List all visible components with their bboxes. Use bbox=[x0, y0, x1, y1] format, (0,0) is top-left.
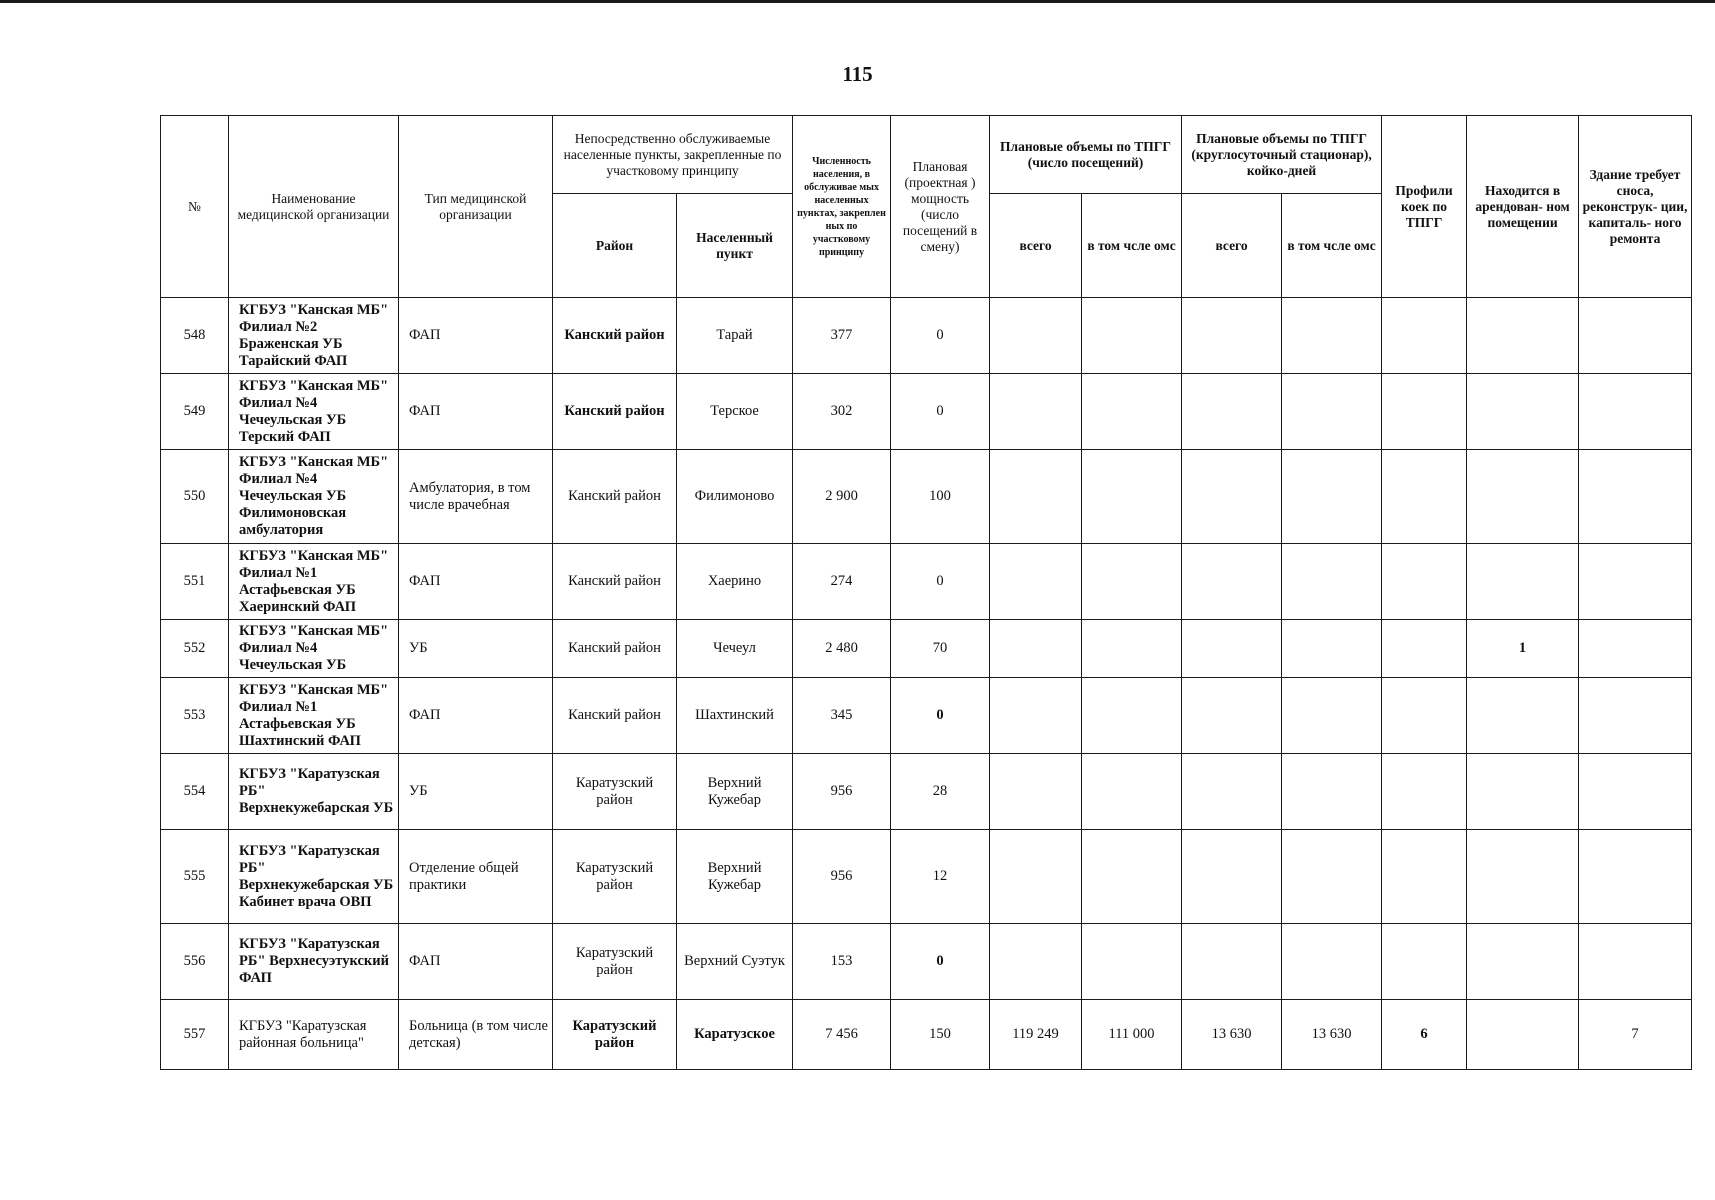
cell-beds-total bbox=[1182, 620, 1282, 678]
cell-visits-oms bbox=[1082, 450, 1182, 544]
cell-org: КГБУЗ "Каратузская районная больница" bbox=[229, 1000, 399, 1070]
cell-repair bbox=[1579, 830, 1692, 924]
cell-rented bbox=[1467, 298, 1579, 374]
cell-profiles: 6 bbox=[1382, 1000, 1467, 1070]
table-row bbox=[161, 298, 1692, 374]
cell-visits-oms bbox=[1082, 298, 1182, 374]
cell-repair bbox=[1579, 754, 1692, 830]
cell-visits-total: 119 249 bbox=[990, 1000, 1082, 1070]
cell-org: КГБУЗ "Каратузская РБ" Верхнекужебарская УБ bbox=[229, 754, 399, 830]
cell-num: 554 bbox=[161, 754, 229, 830]
cell-profiles bbox=[1382, 924, 1467, 1000]
header-beds-oms: в том чсле омс bbox=[1282, 194, 1382, 298]
cell-profiles bbox=[1382, 830, 1467, 924]
cell-rented bbox=[1467, 754, 1579, 830]
cell-beds-total bbox=[1182, 678, 1282, 754]
cell-district: Канский район bbox=[553, 544, 677, 620]
cell-num: 557 bbox=[161, 1000, 229, 1070]
cell-num: 552 bbox=[161, 620, 229, 678]
cell-district: Каратузский район bbox=[553, 830, 677, 924]
cell-num: 553 bbox=[161, 678, 229, 754]
cell-capacity: 0 bbox=[891, 678, 990, 754]
cell-population: 274 bbox=[793, 544, 891, 620]
cell-settlement: Верхний Кужебар bbox=[677, 754, 793, 830]
cell-visits-oms bbox=[1082, 678, 1182, 754]
cell-settlement: Верхний Кужебар bbox=[677, 830, 793, 924]
cell-profiles bbox=[1382, 544, 1467, 620]
cell-beds-oms bbox=[1282, 374, 1382, 450]
cell-visits-total bbox=[990, 678, 1082, 754]
cell-beds-total bbox=[1182, 450, 1282, 544]
cell-beds-oms bbox=[1282, 830, 1382, 924]
cell-num: 550 bbox=[161, 450, 229, 544]
cell-profiles bbox=[1382, 754, 1467, 830]
cell-population: 956 bbox=[793, 754, 891, 830]
cell-beds-total bbox=[1182, 374, 1282, 450]
cell-beds-oms bbox=[1282, 450, 1382, 544]
cell-org: КГБУЗ "Канская МБ" Филиал №1 Астафьевская УБ Шахтинский ФАП bbox=[229, 678, 399, 754]
cell-org: КГБУЗ "Канская МБ" Филиал №4 Чечеульская УБ bbox=[229, 620, 399, 678]
cell-capacity: 150 bbox=[891, 1000, 990, 1070]
cell-population: 377 bbox=[793, 298, 891, 374]
cell-visits-total bbox=[990, 924, 1082, 1000]
cell-num: 549 bbox=[161, 374, 229, 450]
cell-org: КГБУЗ "Канская МБ" Филиал №1 Астафьевская УБ Хаеринский ФАП bbox=[229, 544, 399, 620]
cell-district: Каратузский район bbox=[553, 924, 677, 1000]
header-repair: Здание требует сноса, реконструк- ции, капиталь- ного ремонта bbox=[1579, 116, 1692, 298]
cell-type: Амбулатория, в том числе врачебная bbox=[399, 450, 553, 544]
header-volumes-beds: Плановые объемы по ТПГГ (круглосуточный стационар), койко-дней bbox=[1182, 116, 1382, 194]
cell-rented: 1 bbox=[1467, 620, 1579, 678]
table-row bbox=[161, 450, 1692, 544]
cell-settlement: Терское bbox=[677, 374, 793, 450]
cell-profiles bbox=[1382, 450, 1467, 544]
cell-capacity: 28 bbox=[891, 754, 990, 830]
header-capacity: Плановая (проектная ) мощность (число посещений в смену) bbox=[891, 116, 990, 298]
header-rented: Находится в арендован- ном помещении bbox=[1467, 116, 1579, 298]
cell-beds-oms bbox=[1282, 754, 1382, 830]
table-row bbox=[161, 678, 1692, 754]
cell-beds-oms bbox=[1282, 620, 1382, 678]
cell-type: ФАП bbox=[399, 924, 553, 1000]
cell-settlement: Хаерино bbox=[677, 544, 793, 620]
cell-beds-oms bbox=[1282, 924, 1382, 1000]
cell-visits-oms: 111 000 bbox=[1082, 1000, 1182, 1070]
cell-beds-total: 13 630 bbox=[1182, 1000, 1282, 1070]
cell-population: 153 bbox=[793, 924, 891, 1000]
cell-district: Канский район bbox=[553, 450, 677, 544]
cell-district: Канский район bbox=[553, 374, 677, 450]
cell-capacity: 0 bbox=[891, 924, 990, 1000]
header-bed-profiles: Профили коек по ТПГГ bbox=[1382, 116, 1467, 298]
cell-repair bbox=[1579, 374, 1692, 450]
cell-beds-oms bbox=[1282, 678, 1382, 754]
cell-rented bbox=[1467, 1000, 1579, 1070]
facilities-table bbox=[160, 115, 1692, 1070]
cell-repair bbox=[1579, 678, 1692, 754]
cell-visits-oms bbox=[1082, 544, 1182, 620]
cell-repair bbox=[1579, 450, 1692, 544]
cell-rented bbox=[1467, 924, 1579, 1000]
cell-beds-total bbox=[1182, 754, 1282, 830]
cell-type: УБ bbox=[399, 754, 553, 830]
cell-district: Канский район bbox=[553, 620, 677, 678]
cell-settlement: Тарай bbox=[677, 298, 793, 374]
cell-population: 345 bbox=[793, 678, 891, 754]
cell-beds-oms: 13 630 bbox=[1282, 1000, 1382, 1070]
table-row bbox=[161, 620, 1692, 678]
cell-repair: 7 bbox=[1579, 1000, 1692, 1070]
table-row bbox=[161, 924, 1692, 1000]
top-border-line bbox=[0, 0, 1715, 3]
cell-visits-oms bbox=[1082, 924, 1182, 1000]
cell-repair bbox=[1579, 298, 1692, 374]
cell-capacity: 12 bbox=[891, 830, 990, 924]
cell-visits-total bbox=[990, 374, 1082, 450]
header-beds-total: всего bbox=[1182, 194, 1282, 298]
cell-profiles bbox=[1382, 374, 1467, 450]
header-org-name: Наименование медицинской организации bbox=[229, 116, 399, 298]
cell-capacity: 0 bbox=[891, 298, 990, 374]
cell-type: Больница (в том числе детская) bbox=[399, 1000, 553, 1070]
header-visits-total: всего bbox=[990, 194, 1082, 298]
header-volumes-visits: Плановые объемы по ТПГГ (число посещений) bbox=[990, 116, 1182, 194]
cell-district: Каратузский район bbox=[553, 754, 677, 830]
table-row bbox=[161, 374, 1692, 450]
header-population: Численность населения, в обслуживае мых населенных пунктах, закреплен ных по участковому принципу bbox=[793, 116, 891, 298]
table-row bbox=[161, 544, 1692, 620]
cell-profiles bbox=[1382, 298, 1467, 374]
cell-visits-total bbox=[990, 754, 1082, 830]
cell-type: ФАП bbox=[399, 298, 553, 374]
cell-visits-oms bbox=[1082, 374, 1182, 450]
cell-num: 555 bbox=[161, 830, 229, 924]
cell-rented bbox=[1467, 374, 1579, 450]
cell-population: 2 900 bbox=[793, 450, 891, 544]
cell-beds-total bbox=[1182, 544, 1282, 620]
cell-repair bbox=[1579, 544, 1692, 620]
cell-beds-total bbox=[1182, 924, 1282, 1000]
header-district: Район bbox=[553, 194, 677, 298]
cell-district: Канский район bbox=[553, 678, 677, 754]
table-row bbox=[161, 830, 1692, 924]
cell-beds-oms bbox=[1282, 544, 1382, 620]
cell-district: Каратузский район bbox=[553, 1000, 677, 1070]
cell-rented bbox=[1467, 830, 1579, 924]
cell-visits-total bbox=[990, 450, 1082, 544]
cell-visits-oms bbox=[1082, 754, 1182, 830]
table-header bbox=[161, 116, 1692, 298]
cell-beds-total bbox=[1182, 298, 1282, 374]
cell-settlement: Чечеул bbox=[677, 620, 793, 678]
cell-settlement: Верхний Суэтук bbox=[677, 924, 793, 1000]
cell-population: 956 bbox=[793, 830, 891, 924]
cell-capacity: 70 bbox=[891, 620, 990, 678]
cell-type: УБ bbox=[399, 620, 553, 678]
cell-rented bbox=[1467, 544, 1579, 620]
table-row bbox=[161, 1000, 1692, 1070]
cell-visits-oms bbox=[1082, 830, 1182, 924]
cell-org: КГБУЗ "Канская МБ" Филиал №4 Чечеульская УБ Филимоновская амбулатория bbox=[229, 450, 399, 544]
cell-org: КГБУЗ "Канская МБ" Филиал №2 Браженская УБ Тарайский ФАП bbox=[229, 298, 399, 374]
cell-settlement: Филимоново bbox=[677, 450, 793, 544]
cell-type: Отделение общей практики bbox=[399, 830, 553, 924]
cell-population: 7 456 bbox=[793, 1000, 891, 1070]
table-row bbox=[161, 754, 1692, 830]
cell-visits-total bbox=[990, 830, 1082, 924]
cell-visits-total bbox=[990, 544, 1082, 620]
cell-num: 551 bbox=[161, 544, 229, 620]
cell-rented bbox=[1467, 678, 1579, 754]
cell-repair bbox=[1579, 620, 1692, 678]
cell-num: 548 bbox=[161, 298, 229, 374]
table-body bbox=[161, 298, 1692, 1070]
cell-population: 2 480 bbox=[793, 620, 891, 678]
cell-rented bbox=[1467, 450, 1579, 544]
cell-num: 556 bbox=[161, 924, 229, 1000]
cell-visits-total bbox=[990, 620, 1082, 678]
cell-profiles bbox=[1382, 620, 1467, 678]
cell-visits-total bbox=[990, 298, 1082, 374]
cell-type: ФАП bbox=[399, 678, 553, 754]
cell-visits-oms bbox=[1082, 620, 1182, 678]
cell-settlement: Шахтинский bbox=[677, 678, 793, 754]
header-org-type: Тип медицинской организации bbox=[399, 116, 553, 298]
cell-capacity: 0 bbox=[891, 544, 990, 620]
header-settlement: Населенный пункт bbox=[677, 194, 793, 298]
cell-capacity: 100 bbox=[891, 450, 990, 544]
cell-district: Канский район bbox=[553, 298, 677, 374]
cell-org: КГБУЗ "Канская МБ" Филиал №4 Чечеульская УБ Терский ФАП bbox=[229, 374, 399, 450]
cell-beds-total bbox=[1182, 830, 1282, 924]
cell-type: ФАП bbox=[399, 544, 553, 620]
cell-capacity: 0 bbox=[891, 374, 990, 450]
cell-type: ФАП bbox=[399, 374, 553, 450]
header-num: № bbox=[161, 116, 229, 298]
cell-repair bbox=[1579, 924, 1692, 1000]
cell-population: 302 bbox=[793, 374, 891, 450]
page-number: 115 bbox=[842, 62, 873, 86]
cell-settlement: Каратузское bbox=[677, 1000, 793, 1070]
cell-profiles bbox=[1382, 678, 1467, 754]
header-served-points: Непосредственно обслуживаемые населенные пункты, закрепленные по участковому принципу bbox=[553, 116, 793, 194]
cell-beds-oms bbox=[1282, 298, 1382, 374]
header-visits-oms: в том чсле омс bbox=[1082, 194, 1182, 298]
cell-org: КГБУЗ "Каратузская РБ" Верхнекужебарская УБ Кабинет врача ОВП bbox=[229, 830, 399, 924]
cell-org: КГБУЗ "Каратузская РБ" Верхнесуэтукский ФАП bbox=[229, 924, 399, 1000]
